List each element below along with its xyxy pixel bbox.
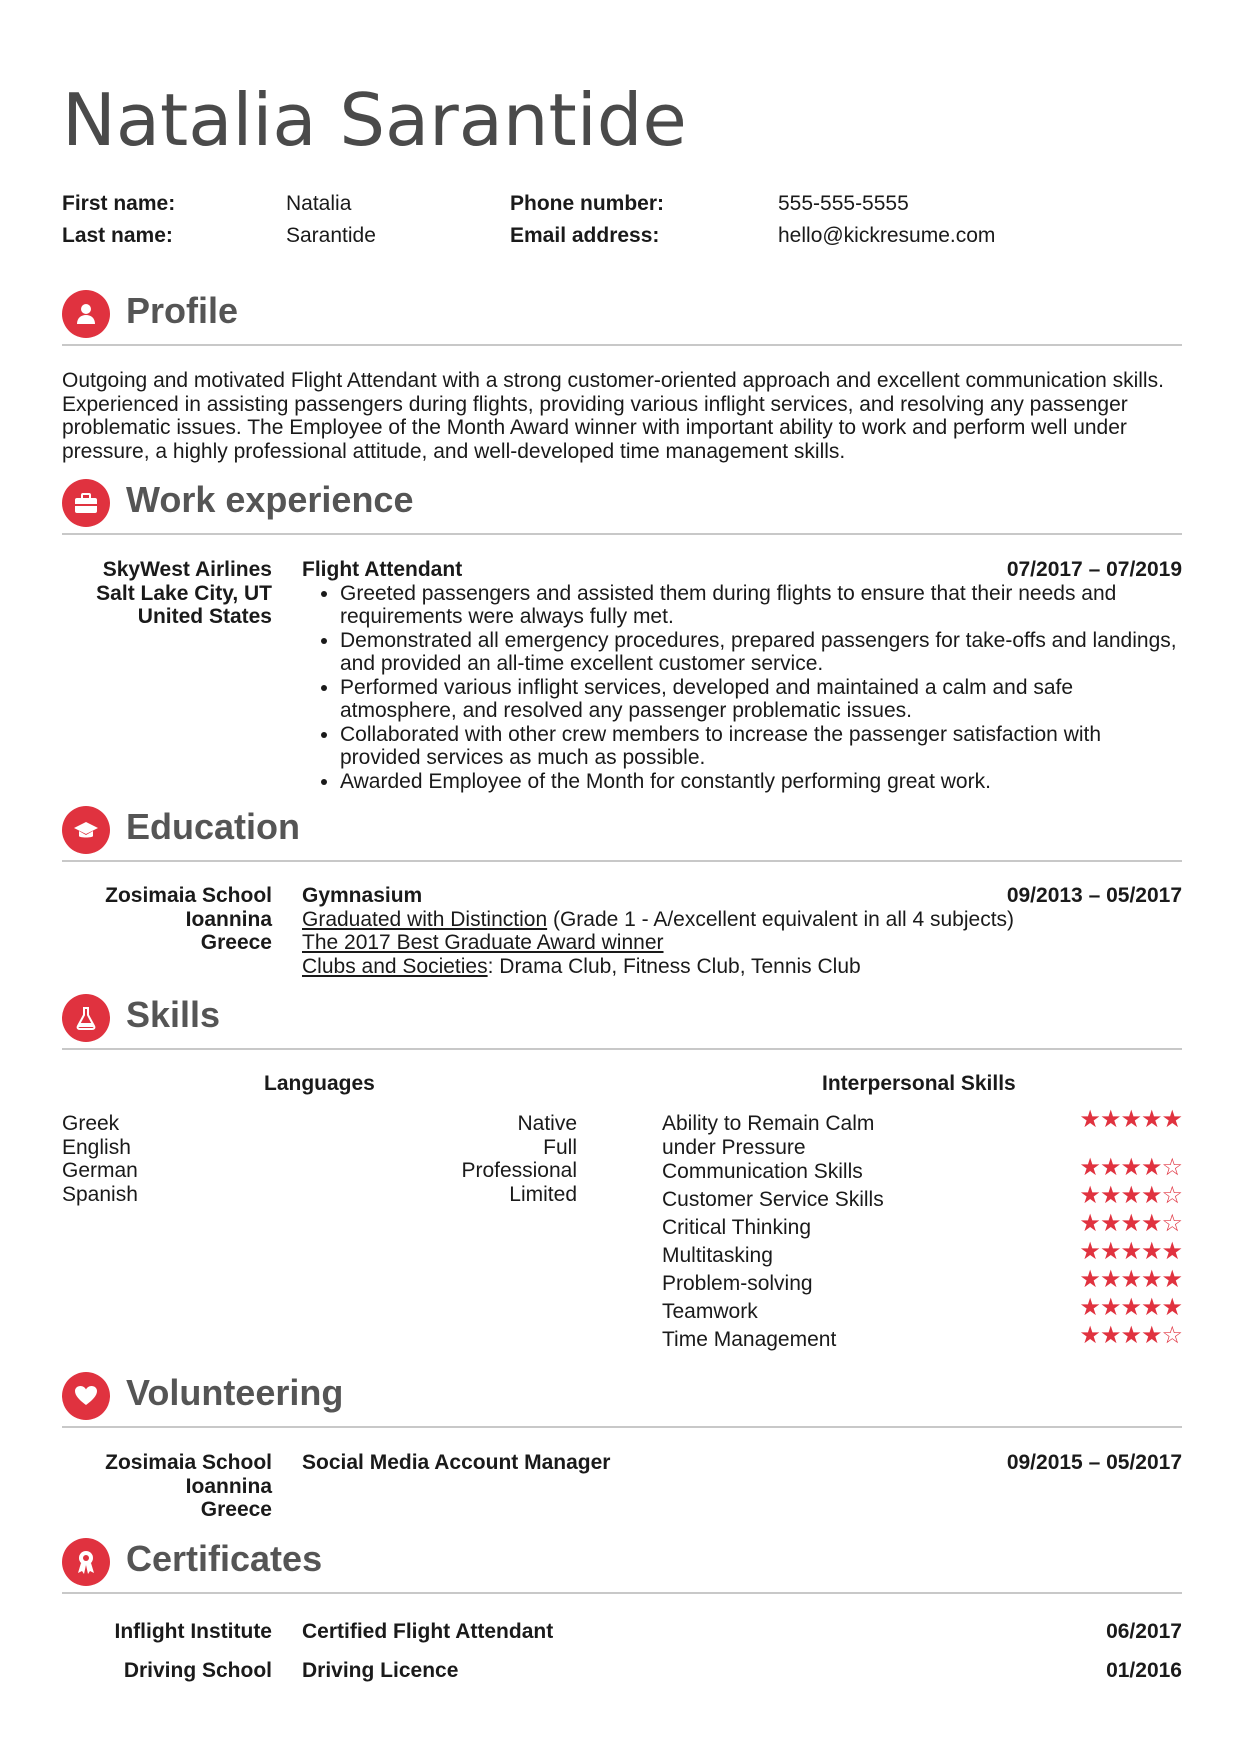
star-rating-icon: ★★★★☆	[1079, 1321, 1182, 1349]
volunteering-title: Volunteering	[126, 1372, 344, 1413]
volunteering-org-country: Greece	[200, 1498, 272, 1521]
graduation-cap-icon	[62, 806, 110, 854]
languages-list	[62, 1112, 577, 1206]
work-bullet: • Demonstrated all emergency procedures, prepared passengers for take-offs and landings, and provided an all-time excellent customer service.	[340, 629, 1182, 676]
profile-section-header	[62, 284, 1182, 346]
last-name-label: Last name:	[62, 224, 173, 247]
work-date: 07/2017 – 07/2019	[1006, 558, 1182, 581]
certificate-name: Driving Licence	[302, 1659, 459, 1682]
skill-name: Critical Thinking	[662, 1216, 811, 1239]
skill-name: Customer Service Skills	[662, 1188, 884, 1211]
certificates-title: Certificates	[126, 1538, 323, 1579]
work-org	[62, 558, 272, 629]
work-bullet: • Greeted passengers and assisted them during flights to ensure that their needs and requirements were always fully met.	[340, 582, 1182, 629]
award-link[interactable]: The 2017 Best Graduate Award winner	[302, 931, 664, 954]
work-role: Flight Attendant	[302, 558, 463, 581]
flask-icon	[62, 994, 110, 1042]
work-bullet: • Awarded Employee of the Month for constantly performing great work.	[340, 770, 1182, 794]
work-org-name: SkyWest Airlines	[102, 558, 272, 581]
language-item	[62, 1183, 577, 1207]
work-bullet: • Performed various inflight services, developed and maintained a calm and safe atmosphere, and resolved any passenger problematic issues.	[340, 676, 1182, 723]
interpersonal-title: Interpersonal Skills	[822, 1072, 1016, 1095]
clubs-detail: : Drama Club, Fitness Club, Tennis Club	[487, 954, 861, 978]
language-level: Limited	[509, 1182, 577, 1206]
star-rating-icon: ★★★★★	[1079, 1237, 1182, 1265]
education-title: Education	[126, 806, 301, 847]
profile-title: Profile	[126, 290, 239, 331]
phone-value: 555-555-5555	[778, 192, 909, 215]
work-org-country: United States	[137, 605, 272, 628]
star-rating-icon: ★★★★★	[1079, 1105, 1182, 1133]
certificate-org-name: Inflight Institute	[114, 1620, 272, 1643]
work-bullet: • Collaborated with other crew members to increase the passenger satisfaction with provided services as much as possible.	[340, 723, 1182, 770]
certificate-org-name: Driving School	[123, 1659, 272, 1682]
language-name: Greek	[62, 1112, 120, 1135]
briefcase-icon	[62, 479, 110, 527]
education-line-2	[302, 931, 1182, 955]
email-value: hello@kickresume.com	[778, 224, 996, 247]
last-name-value: Sarantide	[286, 224, 376, 247]
education-date: 09/2013 – 05/2017	[1006, 884, 1182, 907]
first-name-label: First name:	[62, 192, 176, 215]
language-level: Professional	[461, 1159, 577, 1182]
education-line-3	[302, 955, 1182, 979]
certificate-date: 01/2016	[1106, 1659, 1182, 1682]
language-item	[62, 1136, 577, 1160]
email-label: Email address:	[510, 224, 660, 247]
profile-summary: Outgoing and motivated Flight Attendant with a strong customer-oriented approach and excellent communication skills. Experienced in assisting passengers during flights, providing various inflight services, and resolving any passenger problematic issues. The Employee of the Month Award winner with important ability to work and perform well under pressure, a highly professional attitude, and well-developed time management skills.	[62, 369, 1164, 463]
certificate-org	[62, 1620, 272, 1644]
skill-name: Multitasking	[662, 1244, 773, 1267]
volunteering-role: Social Media Account Manager	[302, 1451, 611, 1474]
work-bullets	[302, 582, 1182, 794]
distinction-link[interactable]: Graduated with Distinction	[302, 907, 548, 931]
education-org-name: Zosimaia School	[105, 884, 272, 907]
distinction-detail: (Grade 1 - A/excellent equivalent in all 4 subjects)	[547, 907, 1015, 931]
skills-title: Skills	[126, 994, 221, 1035]
language-name: English	[62, 1135, 131, 1159]
star-rating-icon: ★★★★☆	[1079, 1181, 1182, 1209]
education-section-header	[62, 800, 1182, 862]
language-item	[62, 1159, 577, 1183]
star-rating-icon: ★★★★☆	[1079, 1153, 1182, 1181]
language-level: Native	[517, 1112, 577, 1135]
volunteering-org-city: Ioannina	[185, 1474, 272, 1498]
education-org	[62, 884, 272, 955]
clubs-link[interactable]: Clubs and Societies	[302, 954, 488, 978]
heart-icon	[62, 1372, 110, 1420]
first-name-value: Natalia	[286, 192, 352, 215]
education-org-city: Ioannina	[185, 907, 272, 931]
volunteering-org	[62, 1451, 272, 1522]
certificate-org	[62, 1659, 272, 1683]
certificate-body	[302, 1620, 1182, 1644]
certificate-name: Certified Flight Attendant	[302, 1620, 554, 1643]
skill-name: Communication Skills	[662, 1160, 863, 1183]
work-org-city: Salt Lake City, UT	[96, 581, 272, 605]
candidate-name: Natalia Sarantide	[62, 78, 687, 162]
skills-section-header	[62, 988, 1182, 1050]
language-name: Spanish	[62, 1182, 138, 1206]
star-rating-icon: ★★★★★	[1079, 1293, 1182, 1321]
language-name: German	[62, 1159, 138, 1182]
volunteering-section-header	[62, 1366, 1182, 1428]
skill-name: Ability to Remain Calm under Pressure	[662, 1112, 875, 1159]
work-section-header	[62, 473, 1182, 535]
star-rating-icon: ★★★★☆	[1079, 1209, 1182, 1237]
work-body	[302, 558, 1182, 793]
star-rating-icon: ★★★★★	[1079, 1265, 1182, 1293]
language-level: Full	[543, 1135, 577, 1159]
work-title: Work experience	[126, 479, 414, 520]
personal-info	[62, 192, 1182, 256]
certificate-date: 06/2017	[1106, 1620, 1182, 1643]
person-icon	[62, 290, 110, 338]
education-role: Gymnasium	[302, 884, 423, 907]
award-ribbon-icon	[62, 1538, 110, 1586]
language-item	[62, 1112, 577, 1136]
volunteering-date: 09/2015 – 05/2017	[1006, 1451, 1182, 1474]
certificates-section-header	[62, 1532, 1182, 1594]
skill-name: Problem-solving	[662, 1272, 813, 1295]
volunteering-org-name: Zosimaia School	[105, 1451, 272, 1474]
education-org-country: Greece	[200, 931, 272, 954]
education-line-1	[302, 908, 1182, 932]
phone-label: Phone number:	[510, 192, 665, 215]
skill-name: Teamwork	[662, 1300, 758, 1323]
languages-title: Languages	[264, 1072, 375, 1095]
skill-name: Time Management	[662, 1328, 837, 1351]
certificate-body	[302, 1659, 1182, 1683]
